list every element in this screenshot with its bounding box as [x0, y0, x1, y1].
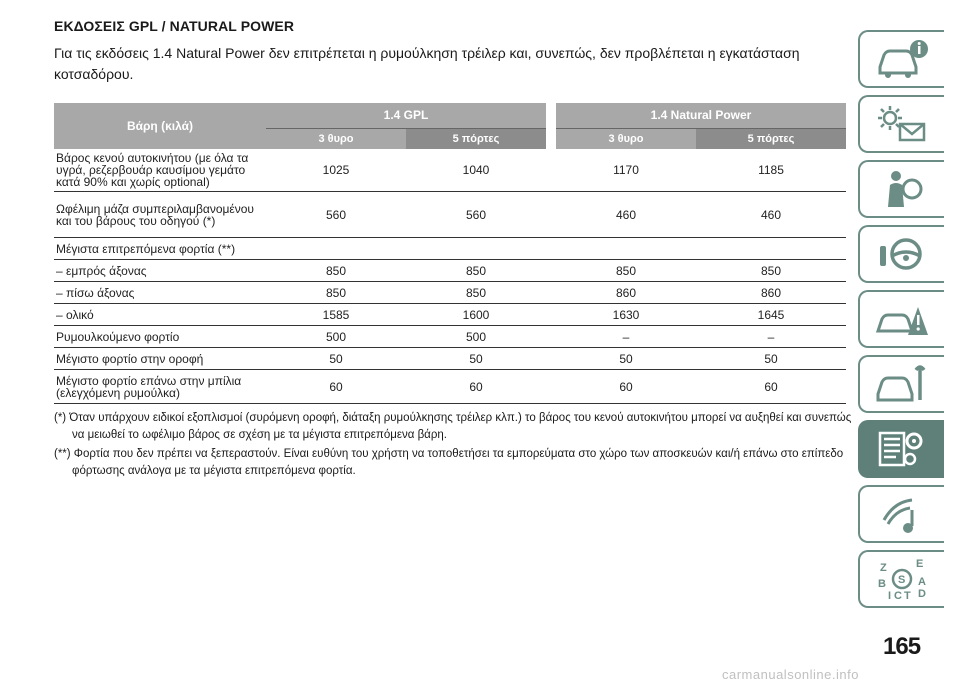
emergency-icon: [874, 297, 930, 341]
multimedia-icon: [874, 492, 930, 536]
row-value: 560: [406, 192, 546, 238]
subheader-np-3door: 3 θυρο: [556, 128, 696, 149]
table-body: [54, 149, 846, 404]
footnote-1: (*) Όταν υπάρχουν ειδικοί εξοπλισμοί (συρόμενη οροφή, διάταξη ρυμούλκησης τρέιλερ κλπ.) το βάρος του κενού αυτοκινήτου μπορεί να αυξηθεί και συνεπώς να μειωθεί το ωφέλιμο βάρος σε σχέση με τα μέγιστα επιτρεπόμενα βάρη.: [54, 412, 852, 441]
row-value: 460: [556, 192, 696, 238]
row-value: 50: [266, 348, 406, 370]
table-row: [54, 260, 846, 282]
weights-table: [54, 103, 846, 404]
row-value: 860: [696, 282, 846, 304]
tab-index[interactable]: [858, 550, 944, 608]
index-letter: S: [898, 574, 906, 586]
airbag-safety-icon: [874, 167, 930, 211]
row-value: 60: [406, 370, 546, 404]
table-row: [54, 238, 846, 260]
group-header-natural-power: 1.4 Natural Power: [556, 103, 846, 128]
row-label: – εμπρός άξονας: [54, 260, 266, 282]
footnotes: [54, 410, 854, 480]
table-row: [54, 304, 846, 326]
row-value: 50: [696, 348, 846, 370]
tab-dashboard-lights[interactable]: [858, 95, 944, 153]
index-letter: B: [878, 578, 886, 590]
row-value: 50: [406, 348, 546, 370]
tab-technical-data[interactable]: [858, 420, 944, 478]
tab-maintenance[interactable]: [858, 355, 944, 413]
tab-emergency[interactable]: [858, 290, 944, 348]
index-letter: Z: [880, 562, 887, 574]
section-title: ΕΚΔΟΣΕΙΣ GPL / NATURAL POWER: [54, 18, 295, 34]
row-value: 1040: [406, 149, 546, 192]
footnote-2: (**) Φορτία που δεν πρέπει να ξεπεραστούν. Είναι ευθύνη του χρήστη να τοποθετήσει τα εμπορεύματα στο χώρο των αποσκευών και/ή επάνω στο επίπεδο φόρτωσης ανάλογα με τα μέγιστα επιτρεπόμενα φορτία.: [54, 448, 844, 477]
row-label: – ολικό: [54, 304, 266, 326]
row-value: 850: [406, 282, 546, 304]
group-header-gpl: 1.4 GPL: [266, 103, 546, 128]
row-value: 500: [406, 326, 546, 348]
index-letter: E: [916, 558, 924, 570]
table-row: [54, 326, 846, 348]
dashboard-lights-icon: [874, 102, 930, 146]
row-value: 850: [266, 282, 406, 304]
row-label: Βάρος κενού αυτοκινήτου (με όλα τα υγρά, ρεζερβουάρ καυσίμου γεμάτο κατά 90% και χωρίς optional): [54, 149, 266, 192]
row-value: 1170: [556, 149, 696, 192]
tab-multimedia[interactable]: [858, 485, 944, 543]
row-value: 560: [266, 192, 406, 238]
row-label: Ωφέλιμη μάζα συμπεριλαμβανομένου και του βάρους του οδηγού (*): [54, 192, 266, 238]
row-value: 850: [406, 260, 546, 282]
row-value: 500: [266, 326, 406, 348]
subheader-gpl-3door: 3 θυρο: [266, 128, 406, 149]
index-letter: I: [888, 590, 892, 601]
row-value: –: [696, 326, 846, 348]
row-value: 1185: [696, 149, 846, 192]
table-row: [54, 149, 846, 192]
row-value: [696, 238, 846, 260]
tab-car-info[interactable]: [858, 30, 944, 88]
row-value: 50: [556, 348, 696, 370]
row-label: – πίσω άξονας: [54, 282, 266, 304]
page-content: [54, 18, 852, 482]
table-row: [54, 192, 846, 238]
row-value: 1645: [696, 304, 846, 326]
car-info-icon: [874, 37, 930, 81]
steering-starting-icon: [874, 232, 930, 276]
row-value: 850: [266, 260, 406, 282]
row-label: Μέγιστο φορτίο επάνω στην μπίλια (ελεγχόμενη ρυμούλκα): [54, 370, 266, 404]
index-letter: T: [904, 590, 911, 601]
index-icon: [874, 557, 930, 601]
row-value: 850: [556, 260, 696, 282]
row-value: [556, 238, 696, 260]
technical-data-icon: [874, 427, 930, 471]
maintenance-icon: [874, 362, 930, 406]
table-row: [54, 348, 846, 370]
row-value: [406, 238, 546, 260]
row-value: 60: [696, 370, 846, 404]
subheader-np-5door: 5 πόρτες: [696, 128, 846, 149]
intro-paragraph: Για τις εκδόσεις 1.4 Natural Power δεν επιτρέπεται η ρυμούλκηση τρέιλερ και, συνεπώς, δεν προβλέπεται η εγκατάσταση κοτσαδόρου.: [54, 45, 800, 82]
row-value: 1630: [556, 304, 696, 326]
watermark: carmanualsonline.info: [722, 667, 859, 682]
row-value: 850: [696, 260, 846, 282]
row-value: 460: [696, 192, 846, 238]
subheader-gpl-5door: 5 πόρτες: [406, 128, 546, 149]
label-column-header: Βάρη (κιλά): [54, 103, 266, 149]
row-value: –: [556, 326, 696, 348]
row-value: 1600: [406, 304, 546, 326]
row-value: 860: [556, 282, 696, 304]
table-row: [54, 370, 846, 404]
row-value: 60: [266, 370, 406, 404]
row-value: [266, 238, 406, 260]
index-letter: C: [894, 590, 902, 601]
row-label: Ρυμουλκούμενο φορτίο: [54, 326, 266, 348]
chapter-sidebar: [858, 30, 948, 615]
table-row: [54, 282, 846, 304]
row-label: Μέγιστο φορτίο στην οροφή: [54, 348, 266, 370]
page-number: 165: [883, 633, 921, 660]
row-value: 1025: [266, 149, 406, 192]
index-letter: A: [918, 576, 926, 588]
row-value: 60: [556, 370, 696, 404]
tab-steering-starting[interactable]: [858, 225, 944, 283]
row-value: 1585: [266, 304, 406, 326]
row-label: Μέγιστα επιτρεπόμενα φορτία (**): [54, 238, 266, 260]
index-letter: D: [918, 588, 926, 600]
tab-airbag-safety[interactable]: [858, 160, 944, 218]
